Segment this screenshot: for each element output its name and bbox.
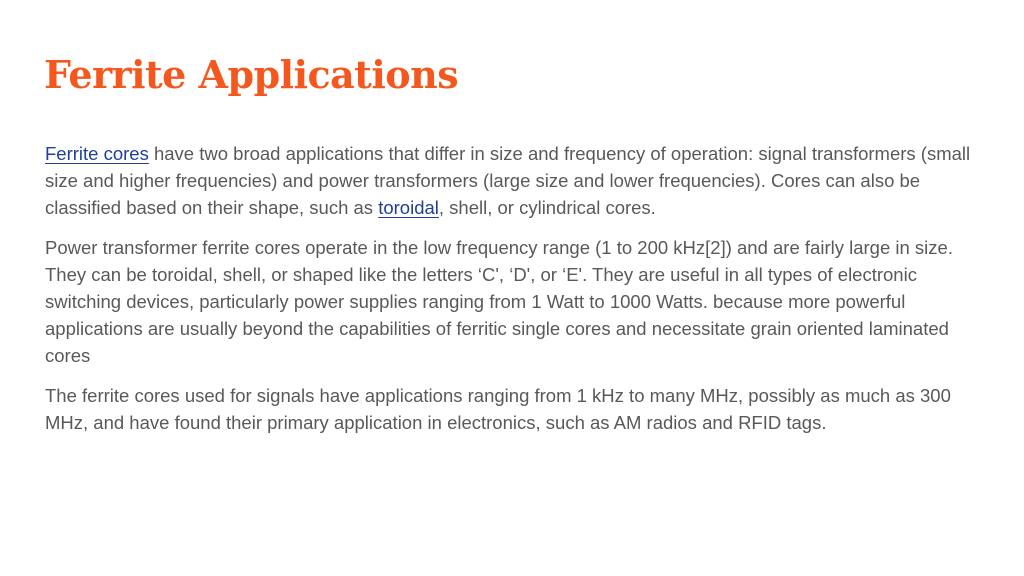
- paragraph-1-text-b: , shell, or cylindrical cores.: [438, 197, 656, 218]
- paragraph-2: Power transformer ferrite cores operate in the low frequency range (1 to 200 kHz[2]) and are fairly large in size. They can be toroidal, shell, or shaped like the letters ‘C', ‘D', or ‘E'. They are useful in all types of electronic switching devices, particularly power supplies ranging from 1 Watt to 1000 Watts. because more powerful applications are usually beyond the capabilities of ferritic single cores and necessitate grain oriented laminated cores: [45, 237, 953, 366]
- paragraph-3: The ferrite cores used for signals have applications ranging from 1 kHz to many MHz, possibly as much as 300 MHz, and have found their primary application in electronics, such as AM radios and RFID tags.: [45, 385, 951, 433]
- paragraph-1: [45, 140, 985, 221]
- slide-title: Ferrite Applications: [44, 52, 459, 97]
- paragraph-1-text-a: have two broad applications that differ in size and frequency of operation: signal transformers (small size and higher frequencies) and power transformers (large size and lower frequencies). Cores can also be classified based on their shape, such as: [45, 143, 971, 218]
- toroidal-link[interactable]: toroidal: [378, 197, 439, 218]
- slide-body: [45, 140, 985, 449]
- ferrite-cores-link[interactable]: Ferrite cores: [45, 143, 149, 164]
